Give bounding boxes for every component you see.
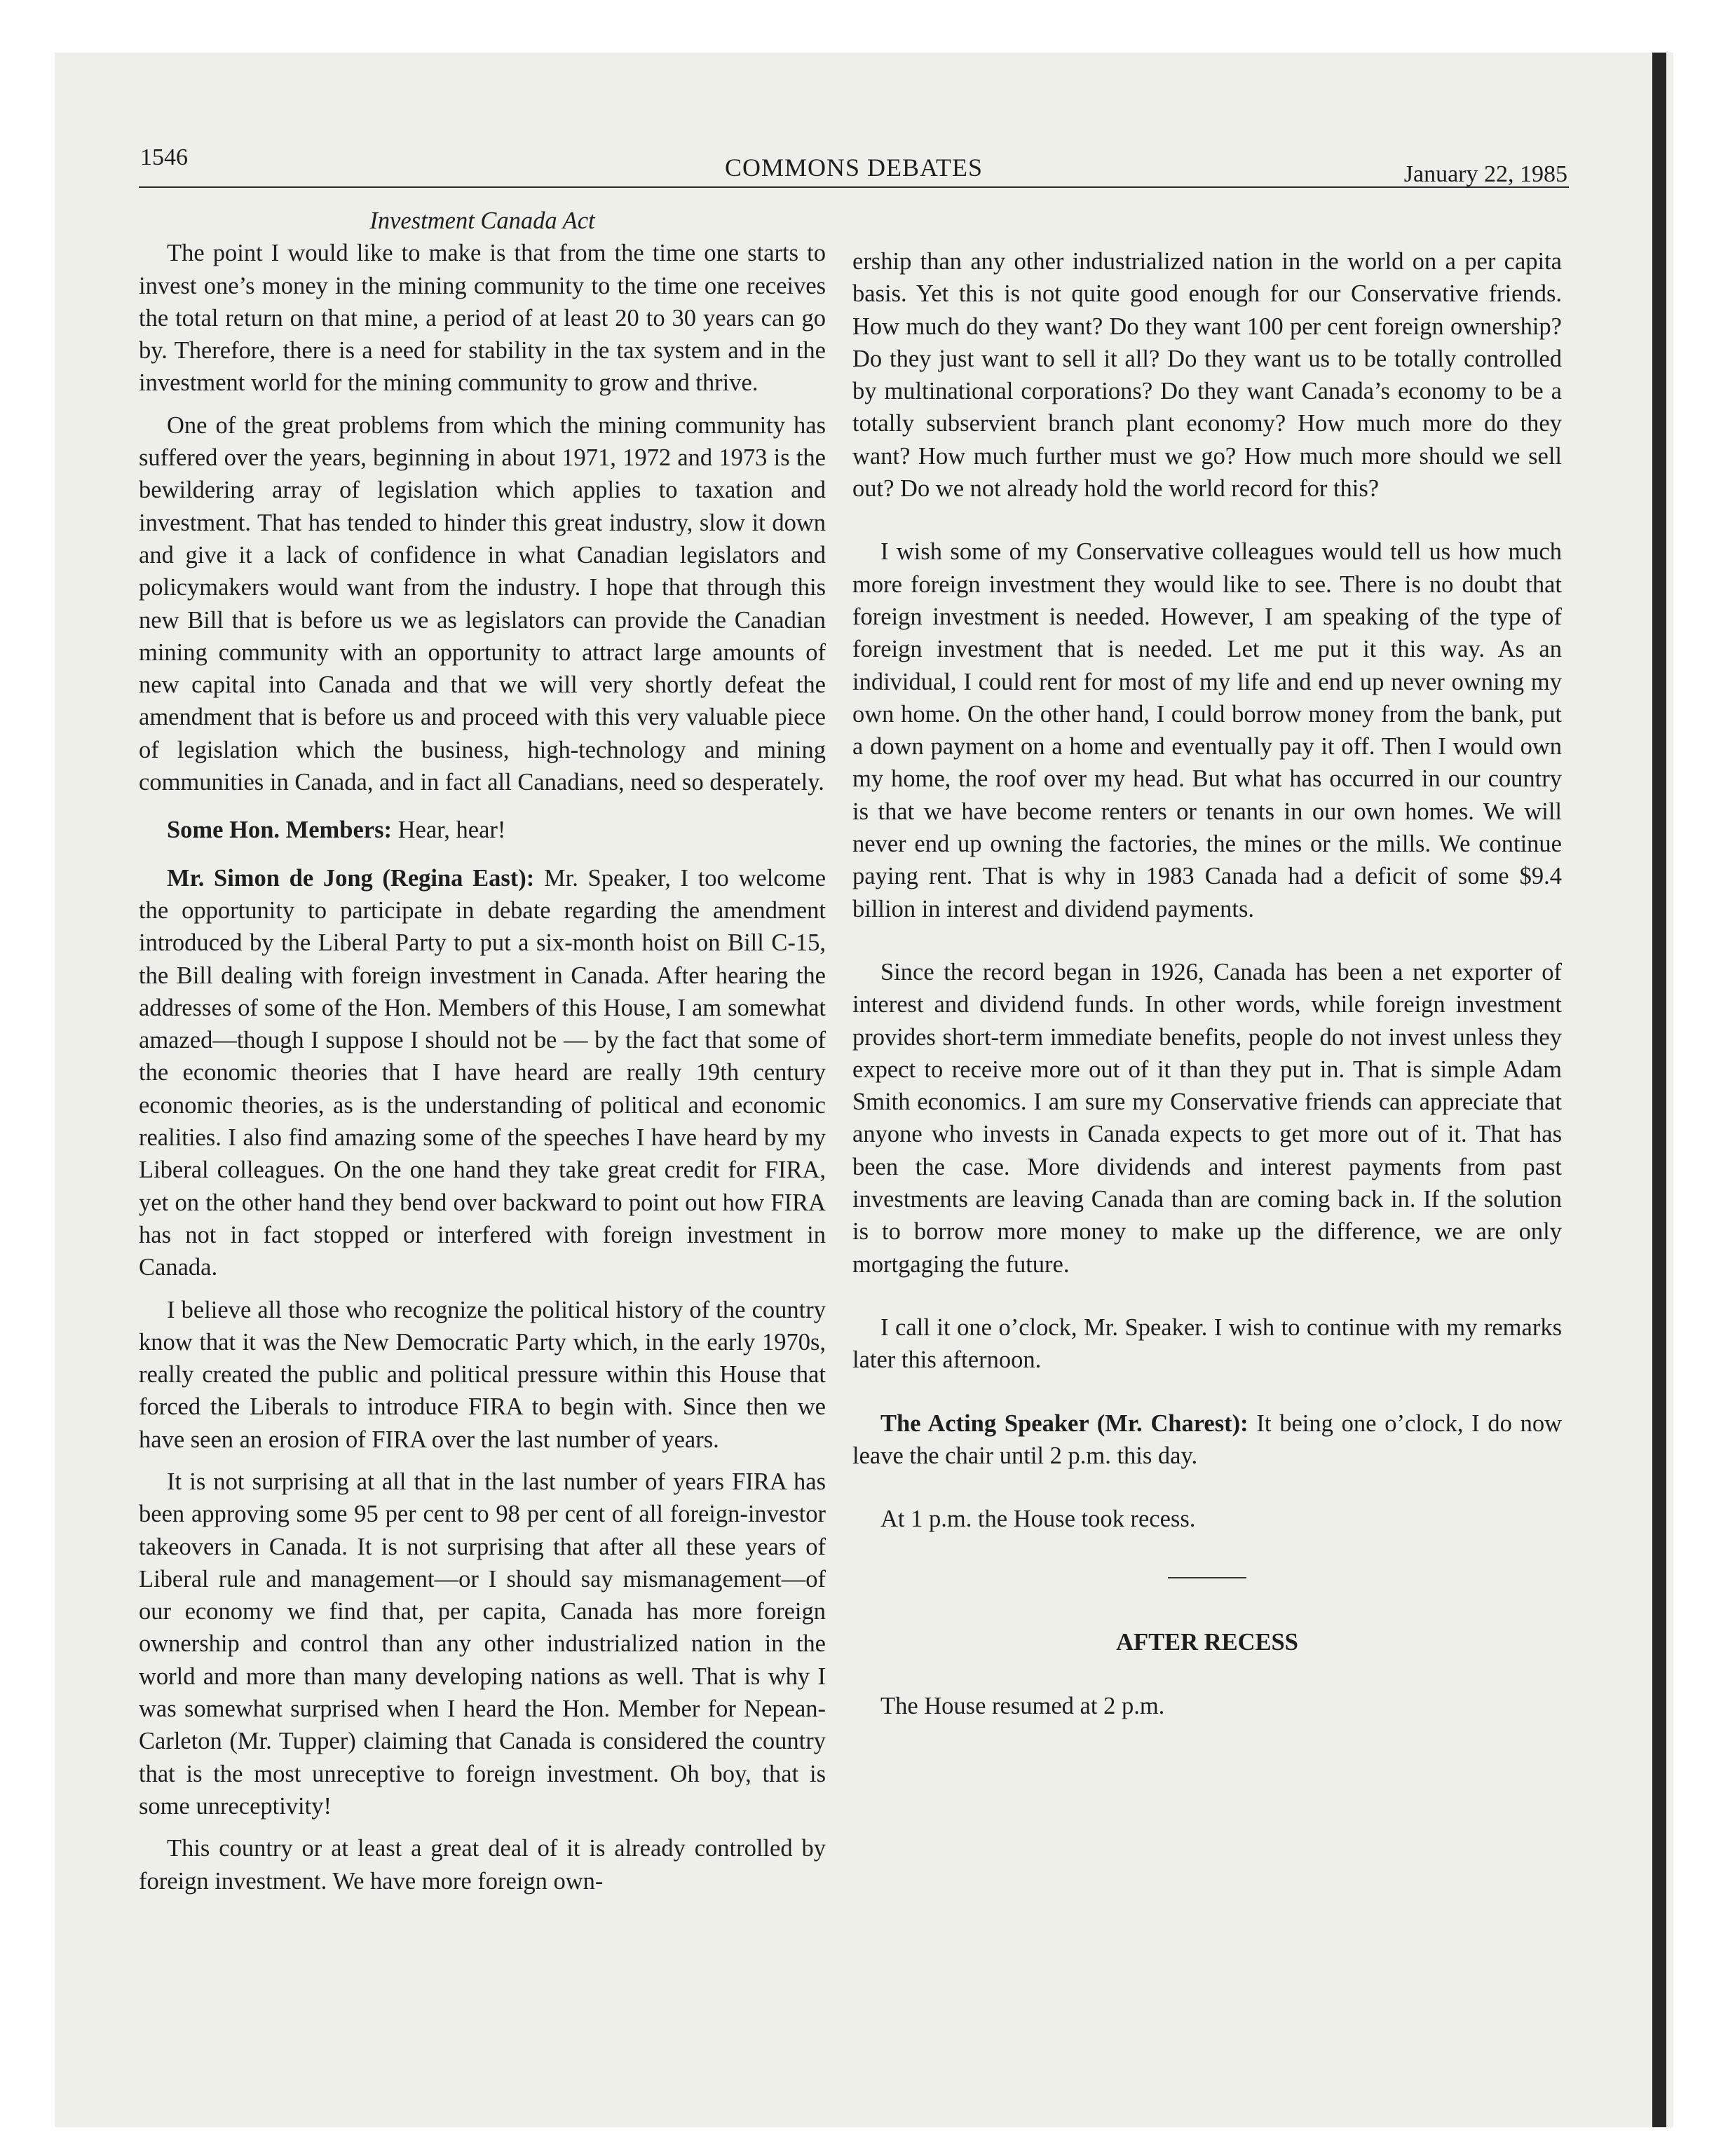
journal-title: COMMONS DEBATES xyxy=(724,153,984,182)
page-number: 1546 xyxy=(140,144,188,170)
speech-paragraph xyxy=(139,814,826,846)
paragraph: I call it one o’clock, Mr. Speaker. I wish to continue with my remarks later this afternoon. xyxy=(852,1314,1562,1374)
speech-paragraph xyxy=(139,862,826,1284)
section-title: Investment Canada Act xyxy=(369,207,595,234)
paragraph: ership than any other industrialized nation in the world on a per capita basis. Yet this is not quite good enough for our Conservative friends. How much do they want? Do they want 100 per cent foreign ownership? Do they just want to sell it all? Do they want us to be totally controlled by multinational corporations? Do they want Canada’s economy to be a totally subservient branch plant economy? How much more do they want? How much further must we go? How much more should we sell out? Do we not already hold the world record for this? xyxy=(852,248,1562,503)
speaker-name: Mr. Simon de Jong (Regina East): xyxy=(167,864,535,892)
paragraph: Since the record began in 1926, Canada has been a net exporter of interest and dividend funds. In other words, while foreign investment provides short-term immediate benefits, people do not invest unless they expect to receive more out of it than they put in. That is simple Adam Smith economics. I am sure my Conservative friends can appreciate that anyone who invests in Canada expects to get more out of it. That has been the case. More dividends and interest payments from past investments are leaving Canada than are coming back in. If the solution is to borrow more money to make up the difference, we are only mortgaging the future. xyxy=(852,958,1562,1278)
paragraph: This country or at least a great deal of it is already controlled by foreign investment. We have more foreign own- xyxy=(139,1835,826,1895)
speech-paragraph xyxy=(852,1407,1562,1473)
speaker-name: Some Hon. Members: xyxy=(167,817,392,844)
speech-text: It being one o’clock, I do now leave the chair until 2 p.m. this day. xyxy=(852,1410,1563,1469)
paragraph: At 1 p.m. the House took recess. xyxy=(880,1506,1196,1533)
speaker-name: The Acting Speaker (Mr. Charest): xyxy=(880,1410,1248,1437)
left-column xyxy=(139,205,826,1897)
speech-text: Hear, hear! xyxy=(397,817,506,844)
paragraph: I wish some of my Conservative colleagues would tell us how much more foreign investment they would like to see. There is no doubt that foreign investment is needed. However, I am speaking of the type of foreign investment that is needed. Let me put it this way. As an individual, I could rent for most of my life and end up never owning my own home. On the other hand, I could borrow money from the bank, put a down payment on a home and eventually pay it off. Then I would own my home, the roof over my head. But what has occurred in our country is that we have become renters or tenants in our own homes. We will never end up owning the factories, the mines or the mills. We continue paying rent. That is why in 1983 Canada had a deficit of some $9.4 billion in interest and dividend payments. xyxy=(852,538,1562,922)
paragraph: It is not surprising at all that in the last number of years FIRA has been approving some 95 per cent to 98 per cent of all foreign-investor takeovers in Canada. It is not surprising that after all these years of Liberal rule and management—or I should say mismanagement—of our economy we find that, per capita, Canada has more foreign ownership and control than any other industrialized nation in the world and more than many developing nations as well. That is why I was somewhat surprised when I heard the Hon. Member for Nepean-Carleton (Mr. Tupper) claiming that Canada is considered the country that is the most unreceptive to foreign investment. Oh boy, that is some unreceptivity! xyxy=(139,1468,826,1820)
scan-edge-bar xyxy=(1652,53,1666,2127)
page-header xyxy=(139,137,1569,188)
paragraph: The point I would like to make is that from the time one starts to invest one’s money in the mining community to the time one receives the total return on that mine, a period of at least 20 to 30 years can go by. Therefore, there is a need for stability in the tax system and in the investment world for the mining community to grow and thrive. xyxy=(139,240,826,397)
speech-text: Mr. Speaker, I too welcome the opportunity to participate in debate regarding the amendment introduced by the Liberal Party to put a six-month hoist on Bill C-15, the Bill dealing with foreign investment in Canada. After hearing the addresses of some of the Hon. Members of this House, I am somewhat amazed—though I suppose I should not be — by the fact that some of the economic theories that I have heard are really 19th century economic theories, as is the understanding of political and economic realities. I also find amazing some of the speeches I have heard by my Liberal colleagues. On the one hand they take great credit for FIRA, yet on the other hand they bend over backward to point out how FIRA has not in fact stopped or interfered with foreign investment in Canada. xyxy=(139,864,826,1281)
right-column xyxy=(852,245,1562,1722)
paragraph: The House resumed at 2 p.m. xyxy=(880,1692,1165,1719)
page-date: January 22, 1985 xyxy=(1403,161,1567,187)
paragraph: One of the great problems from which the mining community has suffered over the years, beginning in about 1971, 1972 and 1973 is the bewildering array of legislation which applies to taxation and investment. That has tended to hinder this great industry, slow it down and give it a lack of confidence in what Canadian legislators and policymakers would want from the industry. I hope that through this new Bill that is before us we as legislators can provide the Canadian mining community with an opportunity to attract large amounts of new capital into Canada and that we will very shortly defeat the amendment that is before us and proceed with this very valuable piece of legislation which the business, high-technology and mining communities in Canada, and in fact all Canadians, need so desperately. xyxy=(139,411,826,796)
section-divider xyxy=(1168,1577,1246,1578)
paragraph: I believe all those who recognize the political history of the country know that it was the New Democratic Party which, in the early 1970s, really created the public and political pressure within this House that forced the Liberals to introduce FIRA to begin with. Since then we have seen an erosion of FIRA over the last number of years. xyxy=(139,1296,826,1453)
section-heading: AFTER RECESS xyxy=(1116,1629,1298,1656)
